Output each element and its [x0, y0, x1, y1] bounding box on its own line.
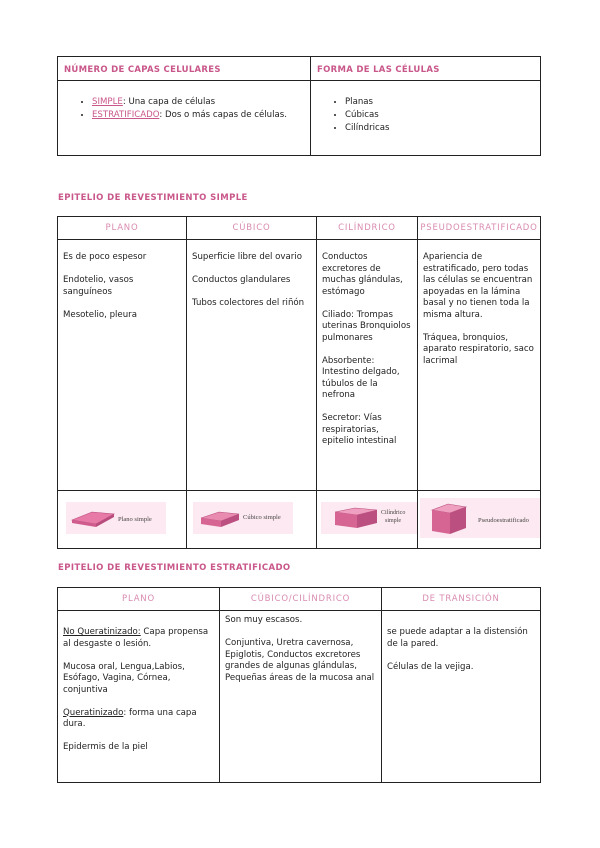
svg-text:Cúbico simple: Cúbico simple	[243, 513, 281, 521]
simple-epithelium-table	[57, 216, 541, 549]
svg-text:Pseudoestratificado: Pseudoestratificado	[478, 516, 529, 524]
list-item: • SIMPLE: Una capa de células	[92, 96, 310, 109]
simple-header-plano: PLANO	[58, 217, 187, 240]
strat-header-plano: PLANO	[58, 588, 220, 611]
svg-text:Plano simple: Plano simple	[118, 515, 152, 523]
shapes-header: FORMA DE LAS CÉLULAS	[311, 57, 541, 81]
simple-pseudo-cell: Apariencia de estratificado, pero todas las células se encuentran apoyadas en la lámina basal y no tienen toda la misma altura. Tráquea, bronquios, aparato respiratorio, saco lacrimal	[418, 240, 541, 491]
simple-header-cubico: CÚBICO	[187, 217, 317, 240]
simple-plano-cell: Es de poco espesor Endotelio, vasos sanguíneos Mesotelio, pleura	[58, 240, 187, 491]
simple-header-cilindrico: CILÍNDRICO	[317, 217, 418, 240]
stratified-epithelium-table	[57, 587, 541, 783]
cubico-image-cell	[187, 491, 317, 549]
cell-layers-table	[57, 56, 541, 156]
strat-transicion-cell: se puede adaptar a la distensión de la pared. Células de la vejiga.	[382, 611, 541, 783]
strat-header-transicion: DE TRANSICIÓN	[382, 588, 541, 611]
simple-header-pseudo: PSEUDOESTRATIFICADO	[418, 217, 541, 240]
shapes-cell	[311, 81, 541, 156]
cubico-simple-image	[193, 502, 293, 534]
list-item: • Cúbicas	[345, 109, 540, 122]
pseudo-image-cell	[418, 491, 541, 549]
strat-plano-cell: No Queratinizado: Capa propensa al desgaste o lesión. Mucosa oral, Lengua,Labios, Esófago, Vagina, Córnea, conjuntiva Queratinizado: forma una capa dura. Epidermis de la piel	[58, 611, 220, 783]
list-item: • ESTRATIFICADO: Dos o más capas de células.	[92, 109, 310, 122]
stratified-section-title: EPITELIO DE REVESTIMIENTO ESTRATIFICADO	[58, 563, 291, 573]
stratified-link[interactable]: ESTRATIFICADO	[92, 110, 160, 120]
layers-header: NÚMERO DE CAPAS CELULARES	[58, 57, 311, 81]
pseudoestratificado-image	[420, 498, 540, 538]
plano-image-cell	[58, 491, 187, 549]
strat-cubico-cell: Son muy escasos. Conjuntiva, Uretra cavernosa, Epiglotis, Conductos excretores grandes de algunas glándulas, Pequeñas áreas de la mucosa anal	[220, 611, 382, 783]
layers-cell	[58, 81, 311, 156]
plano-simple-image	[66, 502, 166, 534]
svg-text:simple: simple	[385, 517, 401, 524]
list-item: • Planas	[345, 96, 540, 109]
simple-link[interactable]: SIMPLE	[92, 97, 123, 107]
simple-cubico-cell: Superficie libre del ovario Conductos glandulares Tubos colectores del riñón	[187, 240, 317, 491]
strat-header-cubico: CÚBICO/CILÍNDRICO	[220, 588, 382, 611]
list-item: • Cilíndricas	[345, 122, 540, 135]
svg-text:Cilíndrico: Cilíndrico	[381, 509, 406, 516]
cilindrico-image-cell	[317, 491, 418, 549]
simple-section-title: EPITELIO DE REVESTIMIENTO SIMPLE	[58, 193, 248, 203]
cilindrico-simple-image	[321, 502, 417, 534]
simple-cilindrico-cell: Conductos excretores de muchas glándulas, estómago Ciliado: Trompas uterinas Bronquiolos pulmonares Absorbente: Intestino delgado, túbulos de la nefrona Secretor: Vías respiratorias, epitelio intestinal	[317, 240, 418, 491]
